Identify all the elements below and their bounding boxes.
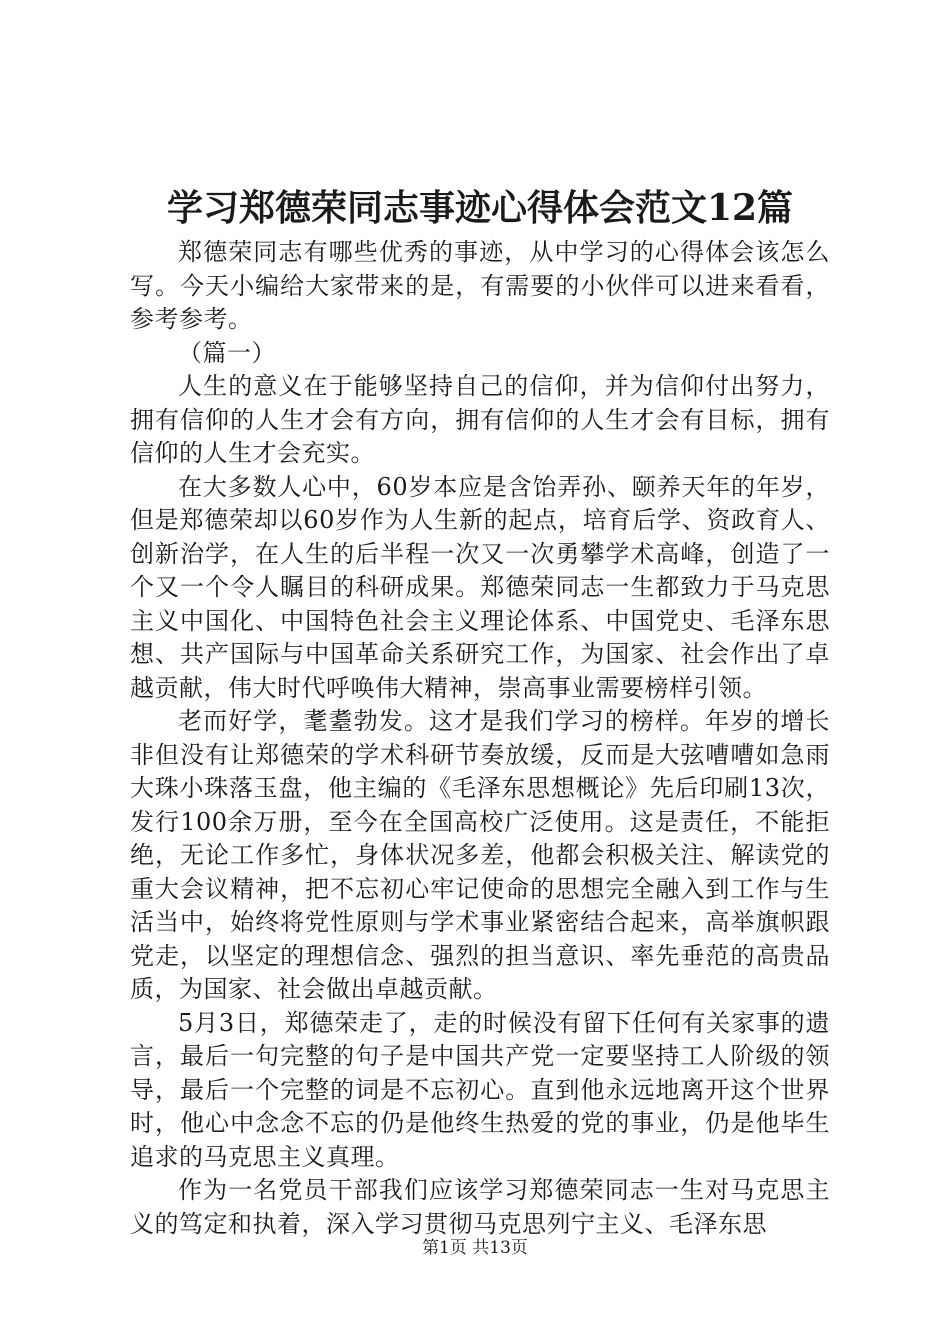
body-paragraph: 老而好学，耄耋勃发。这才是我们学习的榜样。年岁的增长非但没有让郑德荣的学术科研节奏放缓，反而是大弦嘈嘈如急雨大珠小珠落玉盘，他主编的《毛泽东思想概论》先后印刷13次，发行100余万册，至今在全国高校广泛使用。这是责任，不能拒绝，无论工作多忙，身体状况多差，他都会积极关注、解读党的重大会议精神，把不忘初心牢记使命的思想完全融入到工作与生活当中，始终将党性原则与学术事业紧密结合起来，高举旗帜跟党走，以坚定的理想信念、强烈的担当意识、率先垂范的高贵品质，为国家、社会做出卓越贡献。	[130, 707, 830, 1003]
document-body	[130, 236, 830, 1241]
body-paragraph: 作为一名党员干部我们应该学习郑德荣同志一生对马克思主义的笃定和执着，深入学习贯彻马克思列宁主义、毛泽东思	[130, 1176, 830, 1238]
body-paragraph: 在大多数人心中，60岁本应是含饴弄孙、颐养天年的年岁，但是郑德荣却以60岁作为人生新的起点，培育后学、资政育人、创新治学，在人生的后半程一次又一次勇攀学术高峰，创造了一个又一个令人瞩目的科研成果。郑德荣同志一生都致力于马克思主义中国化、中国特色社会主义理论体系、中国党史、毛泽东思想、共产国际与中国革命关系研究工作，为国家、社会作出了卓越贡献，伟大时代呼唤伟大精神，崇高事业需要榜样引领。	[130, 472, 830, 702]
intro-paragraph: 郑德荣同志有哪些优秀的事迹，从中学习的心得体会该怎么写。今天小编给大家带来的是，有需要的小伙伴可以进来看看，参考参考。	[130, 238, 830, 333]
body-paragraph: 5月3日，郑德荣走了，走的时候没有留下任何有关家事的遗言，最后一句完整的句子是中国共产党一定要坚持工人阶级的领导，最后一个完整的词是不忘初心。直到他永远地离开这个世界时，他心中念念不忘的仍是他终生热爱的党的事业，仍是他毕生追求的马克思主义真理。	[130, 1008, 830, 1171]
document-title: 学习郑德荣同志事迹心得体会范文12篇	[166, 187, 794, 229]
body-paragraph: 人生的意义在于能够坚持自己的信仰，并为信仰付出努力，拥有信仰的人生才会有方向，拥有信仰的人生才会有目标，拥有信仰的人生才会充实。	[130, 372, 830, 467]
section-heading-part-one: （篇一）	[178, 338, 276, 367]
page-number-footer: 第1页 共13页	[422, 1238, 528, 1258]
